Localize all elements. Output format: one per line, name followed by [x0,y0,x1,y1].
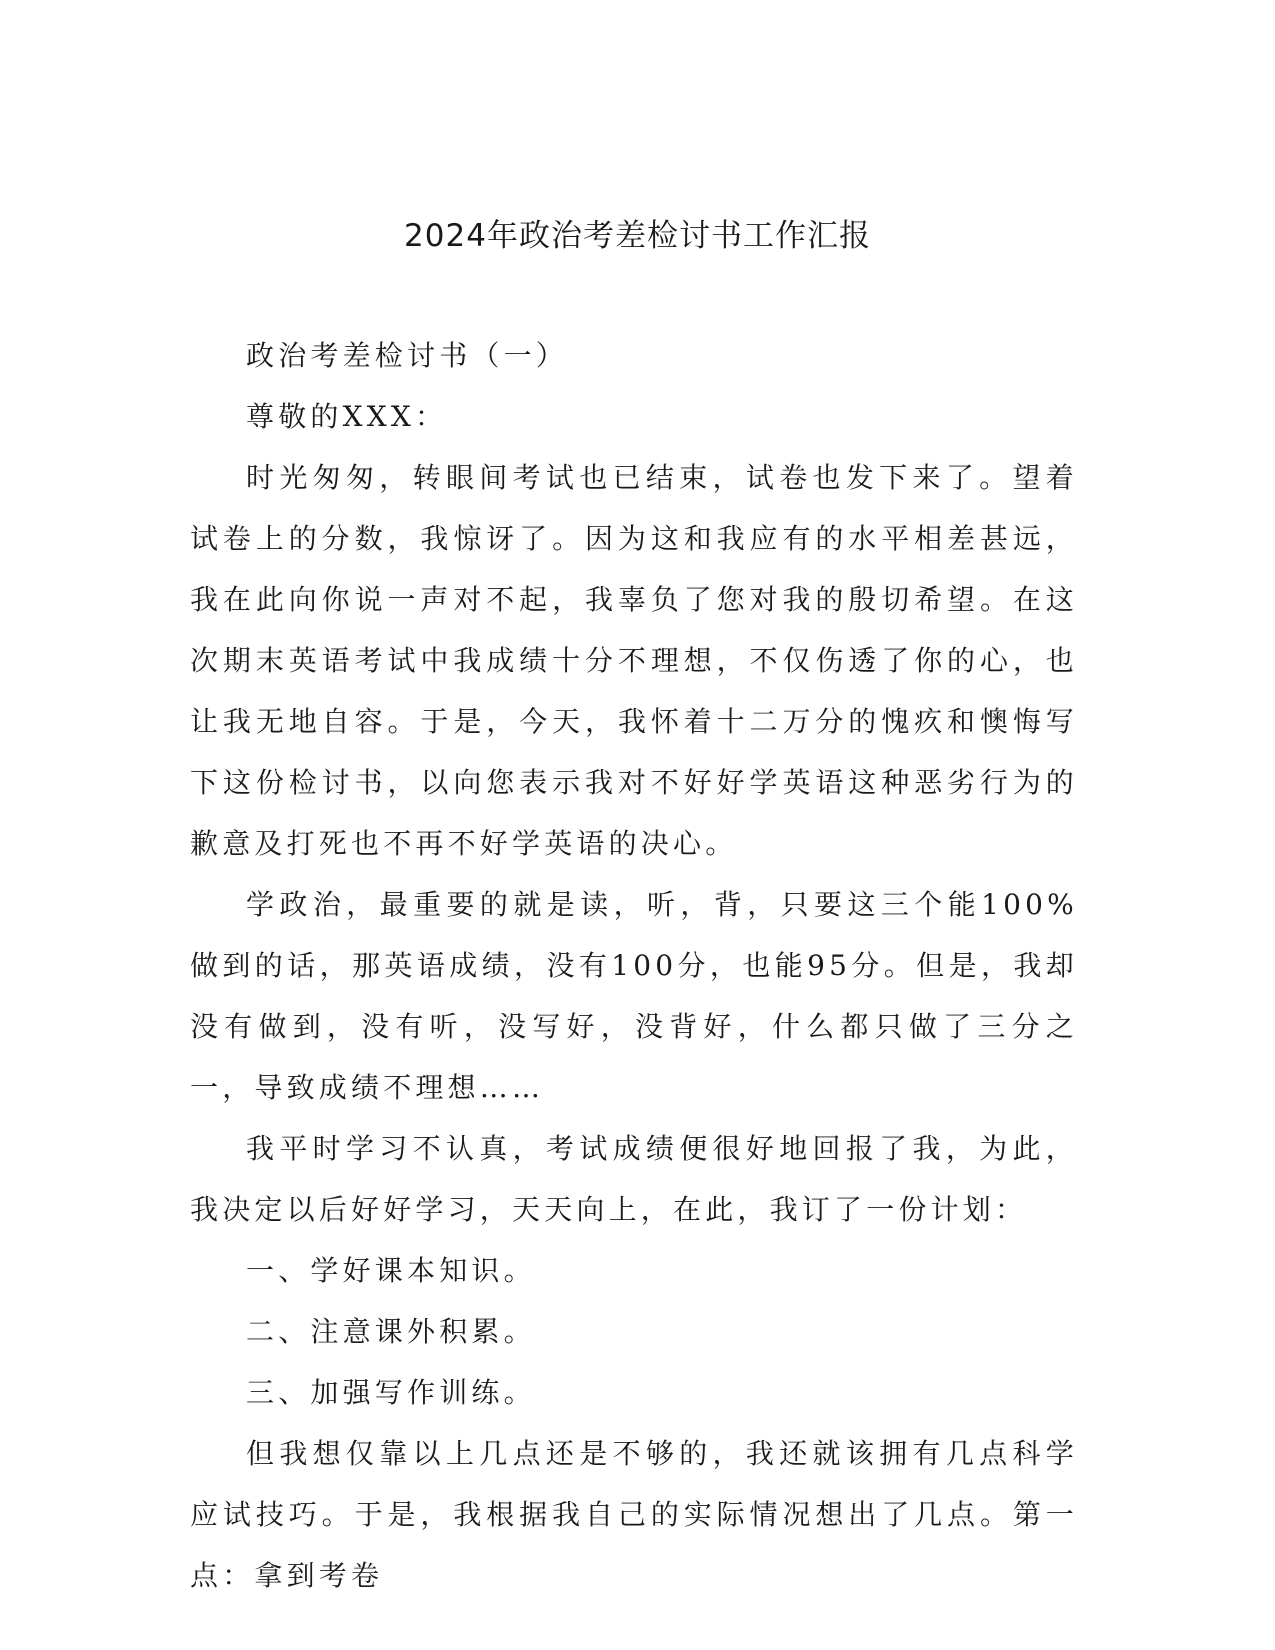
plan-item: 三、加强写作训练。 [246,1376,536,1409]
paragraph: 时光匆匆，转眼间考试也已结束，试卷也发下来了。望着试卷上的分数，我惊讶了。因为这和我应有的水平相差甚远，我在此向你说一声对不起，我辜负了您对我的殷切希望。在这次期末英语考试中我成绩十分不理想，不仅伤透了你的心，也让我无地自容。于是，今天，我怀着十二万分的愧疚和懊悔写下这份检讨书，以向您表示我对不好好学英语这种恶劣行为的歉意及打死也不再不好学英语的决心。 [190,461,1078,860]
paragraph: 我平时学习不认真，考试成绩便很好地回报了我，为此，我决定以后好好学习，天天向上，在此，我订了一份计划： [190,1132,1078,1226]
salutation: 尊敬的XXX： [246,400,448,433]
document-title: 2024年政治考差检讨书工作汇报 [404,218,871,254]
section-heading: 政治考差检讨书（一） [246,339,569,372]
paragraph: 学政治，最重要的就是读，听，背，只要这三个能100%做到的话，那英语成绩，没有100分，也能95分。但是，我却没有做到，没有听，没写好，没背好，什么都只做了三分之一，导致成绩不理想…… [190,888,1078,1104]
plan-item: 二、注意课外积累。 [246,1315,536,1348]
plan-item: 一、学好课本知识。 [246,1254,536,1287]
paragraph: 但我想仅靠以上几点还是不够的，我还就该拥有几点科学应试技巧。于是，我根据我自己的实际情况想出了几点。第一点：拿到考卷 [190,1437,1078,1592]
document-body [190,325,1078,1606]
